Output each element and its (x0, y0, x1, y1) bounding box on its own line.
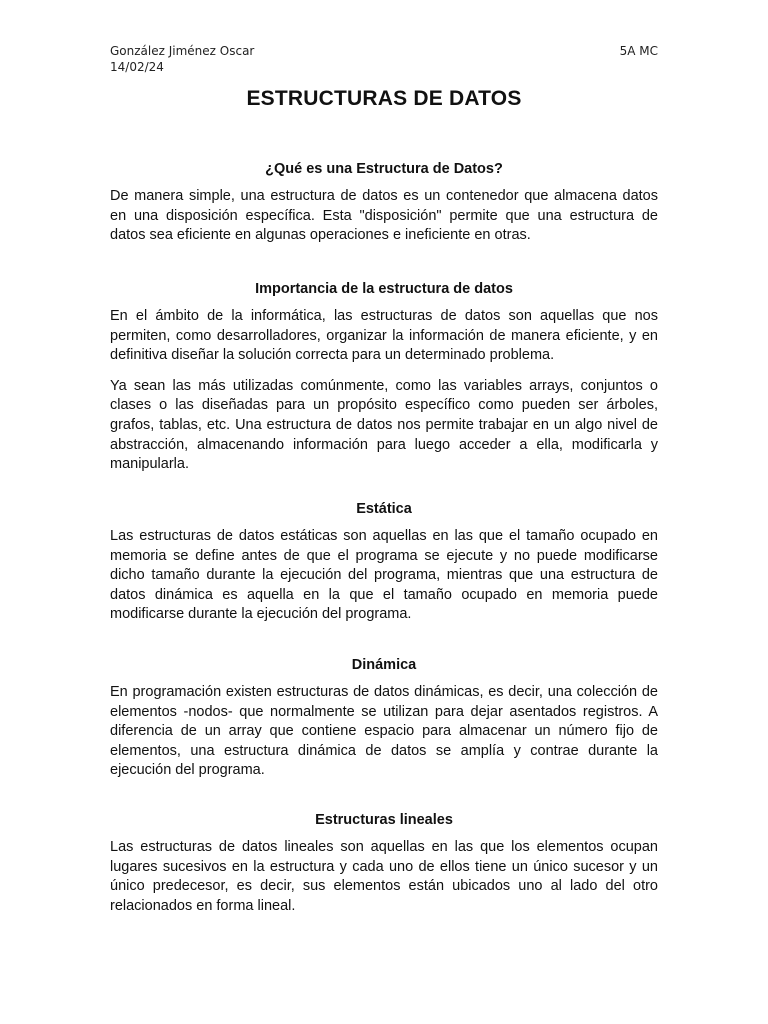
section-static (110, 500, 658, 625)
section-heading: Dinámica (351, 657, 417, 673)
section-heading: Importancia de la estructura de datos (255, 281, 513, 297)
section-heading: Estática (356, 501, 412, 517)
document-date: 14/02/24 (110, 60, 164, 74)
section-paragraph: Las estructuras de datos estáticas son aquellas en las que el tamaño ocupado en memoria se define antes de que el programa se ejecute y no puede modificarse dicho tamaño durante la ejecución del programa, mientras que una estructura de datos dinámica es aquella en la que el tamaño ocupado en memoria puede modificarse durante la ejecución del programa. (110, 528, 658, 623)
group-label: 5A MC (619, 44, 658, 58)
document-page (110, 0, 658, 1024)
header-left (110, 43, 254, 75)
section-heading: ¿Qué es una Estructura de Datos? (265, 161, 503, 177)
section-linear (110, 811, 658, 916)
author-name: González Jiménez Oscar (110, 44, 255, 58)
section-heading: Estructuras lineales (315, 812, 453, 828)
section-paragraph: Las estructuras de datos lineales son aquellas en las que los elementos ocupan lugares sucesivos en la estructura y cada uno de ellos tiene un único sucesor y un único predecesor, es decir, sus elementos están ubicados uno al lado del otro relacionados en forma lineal. (110, 839, 658, 914)
section-paragraph: Ya sean las más utilizadas comúnmente, como las variables arrays, conjuntos o clases o las diseñadas para un propósito específico como pueden ser árboles, grafos, tablas, etc. Una estructura de datos nos permite trabajar en un algo nivel de abstracción, almacenando información para luego acceder a ella, modificarla y manipularla. (110, 377, 658, 473)
section-importance (110, 280, 658, 475)
section-what-is (110, 160, 658, 246)
document-title: ESTRUCTURAS DE DATOS (246, 87, 522, 110)
section-paragraph: De manera simple, una estructura de datos es un contenedor que almacena datos en una disposición específica. Esta "disposición" permite que una estructura de datos sea eficiente en algunas operaciones e ineficiente en otras. (110, 188, 658, 244)
section-paragraph: En programación existen estructuras de datos dinámicas, es decir, una colección de elementos -nodos- que normalmente se utilizan para dejar asentados registros. A diferencia de un array que contiene espacio para almacenar un número fijo de elementos, una estructura dinámica de datos se amplía y contrae durante la ejecución del programa. (110, 684, 658, 779)
section-paragraph: En el ámbito de la informática, las estructuras de datos son aquellas que nos permiten, como desarrolladores, organizar la información de manera eficiente, y en definitiva diseñar la solución correcta para un determinado problema. (110, 308, 658, 364)
section-dynamic (110, 656, 658, 781)
